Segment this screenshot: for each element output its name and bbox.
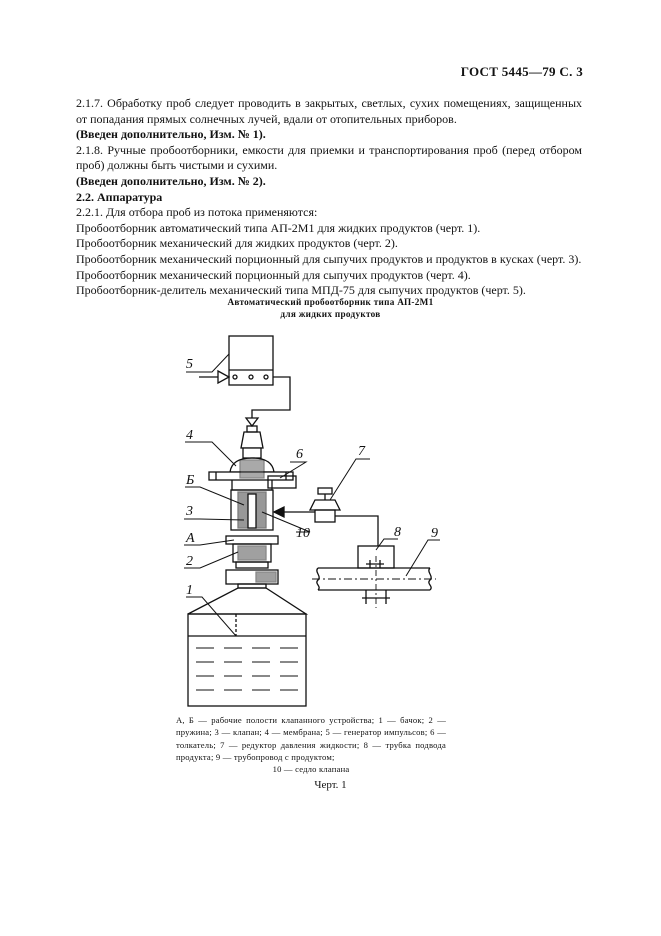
label-9: 9: [431, 526, 438, 541]
paragraph-2-1-7: 2.1.7. Обработку проб следует проводить в закрытых, светлых, сухих помещениях, защищенных от попадания прямых солнечных лучей, вдали от отопительных приборов.: [76, 96, 582, 126]
label-5: 5: [186, 357, 193, 372]
spring-hatch: [238, 546, 266, 560]
membrane-body: [232, 480, 272, 490]
figure-title-line1: Автоматический пробоотборник типа АП-2М1: [227, 297, 434, 307]
amendment-note-2: (Введен дополнительно, Изм. № 2).: [76, 173, 266, 188]
generator-contact: [264, 375, 268, 379]
caption-legend-last: 10 — седло клапана: [272, 764, 350, 775]
membrane-hatch: [240, 460, 264, 478]
reducer-body: [315, 510, 335, 522]
generator-contact: [233, 375, 237, 379]
valve-stem: [248, 494, 256, 528]
impulse-line: [252, 377, 290, 418]
label-6: 6: [296, 447, 303, 462]
reducer-line: [335, 516, 378, 546]
input-arrow: [218, 371, 229, 383]
figure-caption: [176, 714, 446, 775]
page-header: ГОСТ 5445—79 С. 3: [460, 64, 583, 79]
label-1: 1: [186, 583, 193, 598]
tank: [188, 614, 306, 706]
list-item-sampler-portion-lumps: Пробоотборник механический порционный для сыпучих продуктов и продуктов в кусках (черт. 3).: [76, 251, 582, 266]
label-3: 3: [186, 504, 193, 519]
impulse-arrow: [246, 418, 258, 426]
list-item-sampler-liquid: Пробоотборник механический для жидких продуктов (черт. 2).: [76, 236, 398, 251]
fitting-nut: [243, 448, 261, 458]
list-item-sampler-ap2m1: Пробоотборник автоматический типа АП-2М1 для жидких продуктов (черт. 1).: [76, 220, 481, 235]
label-7: 7: [358, 444, 365, 459]
label-8: 8: [394, 525, 401, 540]
fitting-cone: [241, 432, 263, 448]
label-2: 2: [186, 554, 193, 569]
paragraph-2-2-1: 2.2.1. Для отбора проб из потока применяются:: [76, 205, 318, 220]
section-heading-apparatus: 2.2. Аппаратура: [76, 189, 163, 204]
list-item-sampler-portion-bulk: Пробоотборник механический порционный для сыпучих продуктов (черт. 4).: [76, 267, 471, 282]
caption-legend: А, Б — рабочие полости клапанного устройства; 1 — бачок; 2 — пружина; 3 — клапан; 4 — мембрана; 5 — генератор импульсов; 6 — толкатель; 7 — редуктор давления жидкости; 8 — трубка подвода продукта; 9 — трубопровод с продуктом;: [176, 715, 446, 762]
label-10: 10: [296, 526, 310, 541]
figure-title-line2: для жидких продуктов: [280, 309, 381, 319]
label-4: 4: [186, 428, 193, 443]
label-a: А: [186, 531, 195, 546]
generator-contact: [249, 375, 253, 379]
amendment-note-1: (Введен дополнительно, Изм. № 1).: [76, 127, 266, 142]
lower-valve-hatch: [256, 572, 276, 582]
neck: [236, 562, 268, 568]
pressure-arrow: [274, 507, 284, 517]
paragraph-2-1-8: 2.1.8. Ручные пробоотборники, емкости для приемки и транспортирования проб (перед отбором проб) должны быть чистыми и сухими.: [76, 142, 582, 173]
liquid-hatching: [196, 648, 298, 690]
impulse-generator-box: [229, 336, 273, 385]
reducer-top: [310, 500, 340, 510]
reducer-cap: [318, 488, 332, 494]
list-item-sampler-divider-mpd75: Пробоотборник-делитель механический типа МПД-75 для сыпучих продуктов (черт. 5).: [76, 283, 526, 298]
label-b: Б: [186, 473, 195, 488]
leader-lines: [184, 354, 440, 636]
figure-number: Черт. 1: [314, 779, 347, 791]
